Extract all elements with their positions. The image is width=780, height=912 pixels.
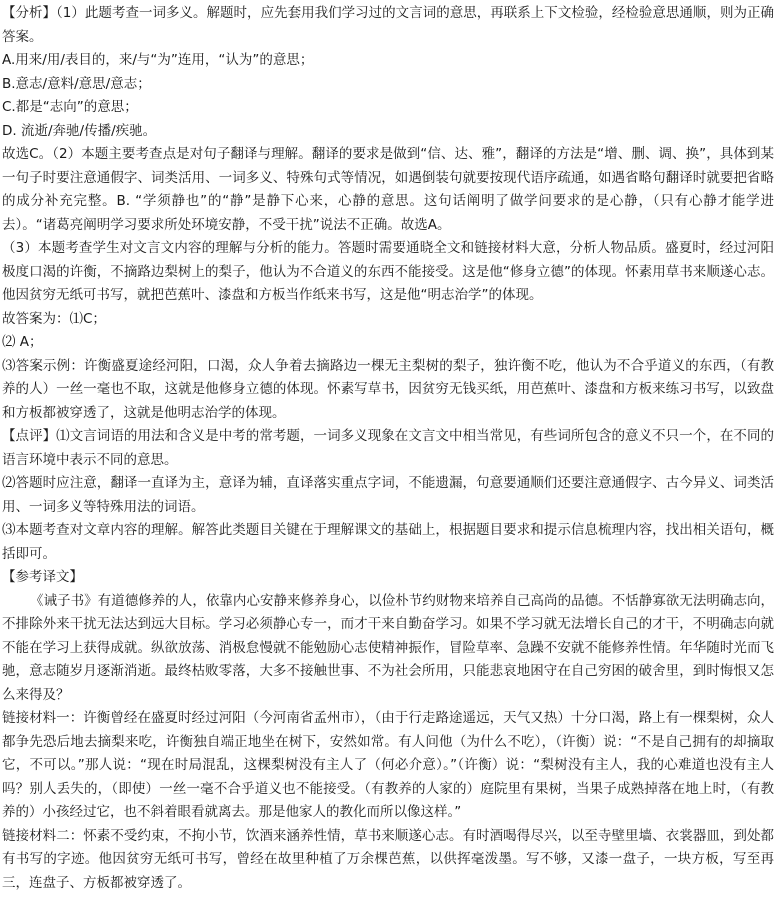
analysis-question-2: 故选C。（2）本题主要考查点是对句子翻译与理解。翻译的要求是做到“信、达、雅”，翻译的方法是“增、删、调、换”，具体到某一句子时要注意通假字、词类活用、一词多义、特殊句式等情况，如遇倒装句就要按现代语序疏通，如遇省略句翻译时就要把省略的成分补充完整。B. “学须静也”的“静”是静下心来，心静的意思。这句话阐明了做学问要求的是心静，（只有心静才能学进去）。“诸葛亮阐明学习要求所处环境安静，不受干扰”说法不正确。故选A。 [2,146,774,233]
analysis-option-d: D. 流逝/奔驰/传播/疾驰。 [2,122,157,139]
analysis-option-b: B.意志/意料/意思/意志； [2,75,151,92]
comment-1: 【点评】⑴文言词语的用法和含义是中考的常考题，一词多义现象在文言文中相当常见，有些词所包含的意义不只一个，在不同的语言环境中表示不同的意思。 [2,428,774,468]
translation-main: 《诫子书》有道德修养的人，依靠内心安静来修养身心，以俭朴节约财物来培养自己高尚的品德。不恬静寡欲无法明确志向，不排除外来干扰无法达到远大目标。学习必须静心专一，而才干来自勤奋学习。如果不学习就无法增长自己的才干，不明确志向就不能在学习上获得成就。纵欲放荡、消极怠慢就不能勉励心志使精神振作，冒险草率、急躁不安就不能修养性情。年华随时光而飞驰，意志随岁月逐渐消逝。最终枯败零落，大多不接触世事、不为社会所用，只能悲哀地困守在自己穷困的破舍里，到时悔恨又怎么来得及？ [2,592,774,703]
translation-heading: 【参考译文】 [2,569,83,585]
translation-link-2: 链接材料二：怀素不受约束，不拘小节，饮酒来涵养性情，草书来顺遂心志。有时酒喝得尽兴，以至寺壁里墙、衣裳器皿，到处都有书写的字迹。他因贫穷无纸可书写，曾经在故里种植了万余棵芭蕉，以供挥毫泼墨。写不够，又漆一盘子，一块方板，写至再三，连盘子、方板都被穿透了。 [2,827,774,891]
analysis-intro: 【分析】（1）此题考查一词多义。解题时，应先套用我们学习过的文言词的意思，再联系上下文检验，经检验意思通顺，则为正确答案。 [2,5,774,45]
comment-2: ⑵答题时应注意，翻译一直译为主，意译为辅，直译落实重点字词，不能遗漏，句意要通顺们还要注意通假字、古今异义、词类活用、一词多义等特殊用法的词语。 [2,475,774,515]
comment-3: ⑶本题考查对文章内容的理解。解答此类题目关键在于理解课文的基础上，根据题目要求和提示信息梳理内容，找出相关语句，概括即可。 [2,522,774,562]
translation-link-1: 链接材料一：许衡曾经在盛夏时经过河阳（今河南省孟州市），（由于行走路途遥远，天气又热）十分口渴，路上有一棵梨树，众人都争先恐后地去摘梨来吃，许衡独自端正地坐在树下，安然如常。有人问他（为什么不吃），（许衡）说：“不是自己拥有的却摘取它，不可以。”那人说：“现在时局混乱，这棵梨树没有主人了（何必介意）。”（许衡）说：“梨树没有主人，我的心难道也没有主人吗？别人丢失的，（即使）一丝一毫不合乎道义也不能接受。（有教养的人家的）庭院里有果树，当果子成熟掉落在地上时，（有教养的）小孩经过它，也不斜着眼看就离去。那是他家人的教化而所以像这样。” [2,710,774,820]
analysis-option-c: C.都是“志向”的意思； [2,99,138,115]
analysis-question-3: （3）本题考查学生对文言文内容的理解与分析的能力。答题时需要通晓全文和链接材料大意，分析人物品质。盛夏时，经过河阳极度口渴的许衡，不摘路边梨树上的梨子，他认为不合道义的东西不能接受。这是他“修身立德”的体现。怀素用草书来顺遂心志。他因贫穷无纸可书写，就把芭蕉叶、漆盘和方板当作纸来书写，这是他“明志治学”的体现。 [2,240,774,303]
answer-3: ⑶答案示例：许衡盛夏途经河阳，口渴，众人争着去摘路边一棵无主梨树的梨子，独许衡不吃，他认为不合乎道义的东西，（有教养的人）一丝一毫也不取，这就是他修身立德的体现。怀素写草书，因贫穷无钱买纸，用芭蕉叶、漆盘和方板来练习书写，以致盘和方板都被穿透了，这就是他明志治学的体现。 [2,357,774,421]
document-body [2,2,774,895]
answer-label: 故答案为：⑴C； [2,310,106,327]
answer-2: ⑵ A； [2,334,43,350]
analysis-option-a: A.用来/用/表目的，来/与“为”连用，“认为”的意思； [2,52,314,68]
